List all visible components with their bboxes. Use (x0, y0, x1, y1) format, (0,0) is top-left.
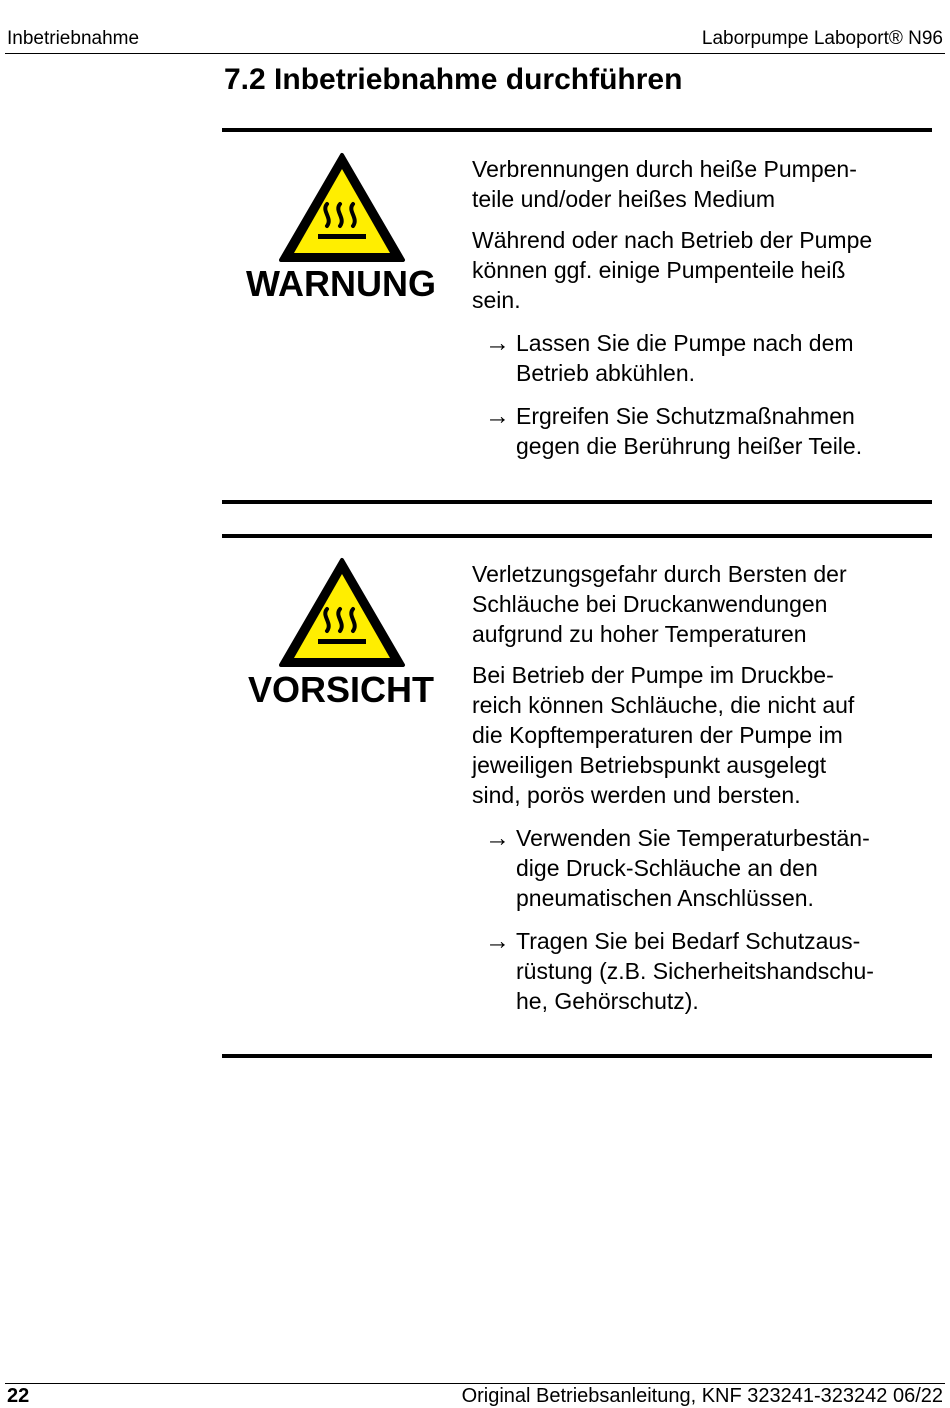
hazard-body-line: reich können Schläuche, die nicht auf (472, 692, 855, 718)
signal-word-vorsicht: VORSICHT (247, 669, 434, 710)
hot-surface-warning-icon (278, 152, 406, 264)
measure-step (472, 823, 932, 913)
measure-step-line: rüstung (z.B. Sicherheitshandschu- (516, 958, 874, 984)
measure-step-line: Lassen Sie die Pumpe nach dem (516, 330, 854, 356)
notice-top-rule (222, 128, 932, 132)
hazard-heading-line: Schläuche bei Druckanwendungen (472, 591, 828, 617)
page-number: 22 (7, 1385, 30, 1407)
measure-step (472, 401, 932, 461)
measure-step (472, 328, 932, 388)
hazard-body-line: sind, porös werden und bersten. (472, 782, 801, 808)
notice-text-vorsicht (472, 559, 932, 1016)
arrow-right-icon: → (485, 402, 510, 430)
section-title: 7.2 Inbetriebnahme durchführen (224, 63, 683, 96)
hazard-body-line: die Kopftemperaturen der Pumpe im (472, 722, 843, 748)
measure-step (472, 926, 932, 1016)
notice-bottom-rule (222, 500, 932, 504)
hazard-heading-line: teile und/oder heißes Medium (472, 186, 775, 212)
notice-top-rule (222, 534, 932, 538)
notice-bottom-rule (222, 1054, 932, 1058)
hazard-body-line: jeweiligen Betriebspunkt ausgelegt (472, 752, 827, 778)
hazard-heading-line: aufgrund zu hoher Temperaturen (472, 621, 807, 647)
measure-step-line: Betrieb abkühlen. (516, 360, 696, 386)
measure-step-line: dige Druck-Schläuche an den (516, 855, 818, 881)
running-header-product: Laborpumpe Laboport® N96 (701, 28, 943, 49)
hazard-heading-line: Verbrennungen durch heiße Pumpen- (472, 156, 857, 182)
header-divider (5, 53, 945, 54)
notice-text-warnung (472, 154, 932, 461)
document-reference: Original Betriebsanleitung, KNF 323241-323242 06/22 (461, 1385, 943, 1407)
measure-step-line: Ergreifen Sie Schutzmaßnahmen (516, 403, 855, 429)
hazard-body-line: Während oder nach Betrieb der Pumpe (472, 227, 873, 253)
measure-step-line: he, Gehörschutz). (516, 988, 699, 1014)
hazard-body-line: sein. (472, 287, 521, 313)
arrow-right-icon: → (485, 824, 510, 852)
hazard-body-line: können ggf. einige Pumpenteile heiß (472, 257, 846, 283)
measure-step-line: gegen die Berührung heißer Teile. (516, 433, 863, 459)
arrow-right-icon: → (485, 329, 510, 357)
signal-word-warnung: WARNUNG (246, 263, 436, 304)
footer-divider (5, 1383, 945, 1384)
hot-surface-warning-icon (278, 557, 406, 669)
hazard-heading-line: Verletzungsgefahr durch Bersten der (472, 561, 847, 587)
measure-step-line: pneumatischen Anschlüssen. (516, 885, 814, 911)
measure-step-line: Verwenden Sie Temperaturbestän- (516, 825, 870, 851)
arrow-right-icon: → (485, 927, 510, 955)
measure-step-line: Tragen Sie bei Bedarf Schutzaus- (516, 928, 861, 954)
hazard-body-line: Bei Betrieb der Pumpe im Druckbe- (472, 662, 834, 688)
running-header-chapter: Inbetriebnahme (7, 28, 140, 49)
